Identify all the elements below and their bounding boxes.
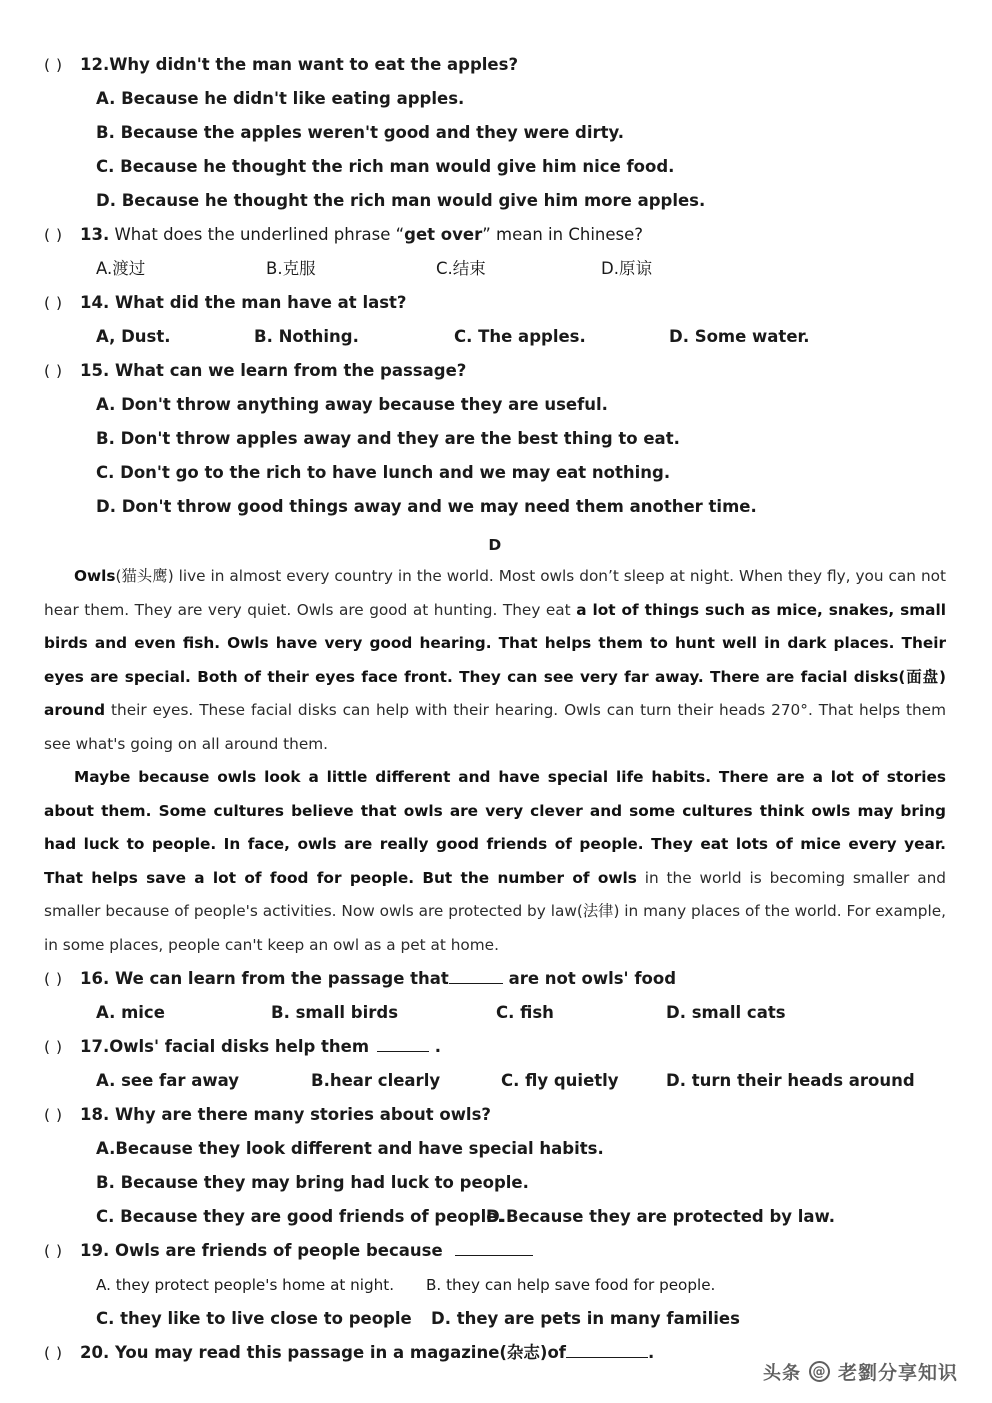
option-line[interactable]: B. Because the apples weren't good and they were dirty. xyxy=(96,123,625,142)
question-stem: 17.Owls' facial disks help them . xyxy=(80,1037,442,1056)
option-c[interactable]: C. fly quietly xyxy=(501,1071,619,1090)
watermark-account: 老劉分享知识 xyxy=(837,1362,958,1384)
question-row xyxy=(44,1098,946,1132)
option-row xyxy=(44,320,946,354)
answer-paren[interactable]: ( ) xyxy=(44,362,63,380)
watermark-brand: 头条 xyxy=(762,1362,801,1384)
option-line[interactable]: D. Don't throw good things away and we may need them another time. xyxy=(96,497,757,516)
fill-blank[interactable] xyxy=(455,1255,533,1256)
question-stem: 20. You may read this passage in a magazine(杂志)of . xyxy=(80,1343,655,1362)
passage-run: around xyxy=(44,701,106,719)
option-c[interactable]: C.结束 xyxy=(436,259,486,278)
option-c[interactable]: C. fish xyxy=(496,1003,554,1022)
option-row xyxy=(44,1268,946,1302)
option-line[interactable]: B. Don't throw apples away and they are the best thing to eat. xyxy=(96,429,680,448)
question-row xyxy=(44,1030,946,1064)
fill-blank[interactable] xyxy=(449,983,503,984)
question-row xyxy=(44,286,946,320)
option-row xyxy=(44,1064,946,1098)
option-b[interactable]: B.hear clearly xyxy=(311,1071,441,1090)
passage-run: Owls xyxy=(74,567,116,585)
option-c[interactable]: C. The apples. xyxy=(454,327,586,346)
passage-paragraph-1 xyxy=(44,560,946,761)
answer-paren[interactable]: ( ) xyxy=(44,970,63,988)
question-stem: 16. We can learn from the passage that are not owls' food xyxy=(80,969,677,988)
answer-paren[interactable]: ( ) xyxy=(44,294,63,312)
question-stem: 14. What did the man have at last? xyxy=(80,293,407,312)
option-a[interactable]: A. they protect people's home at night. xyxy=(96,1276,395,1294)
passage-run: (猫头鹰) xyxy=(115,567,174,585)
passage-run: their eyes. These facial disks can help with their hearing. Owls can turn their heads 270°. That helps them see what's going on all around them. xyxy=(44,701,946,753)
question-stem: 12.Why didn't the man want to eat the apples? xyxy=(80,55,519,74)
question-row xyxy=(44,1234,946,1268)
option-line[interactable]: C. Because he thought the rich man would give him nice food. xyxy=(96,157,675,176)
option-b[interactable]: B. they can help save food for people. xyxy=(426,1276,716,1294)
option-line[interactable]: D. Because he thought the rich man would give him more apples. xyxy=(96,191,706,210)
option-row xyxy=(44,996,946,1030)
section-letter: D xyxy=(488,536,502,554)
option-row xyxy=(44,252,946,286)
passage-run: (面盘) xyxy=(898,667,947,686)
question-row xyxy=(44,48,946,82)
option-a[interactable]: A, Dust. xyxy=(96,327,171,346)
option-line[interactable]: A. Don't throw anything away because they are useful. xyxy=(96,395,608,414)
option-d[interactable]: D.原谅 xyxy=(601,259,652,278)
option-a[interactable]: A. see far away xyxy=(96,1071,239,1090)
option-c[interactable]: C. they like to live close to people xyxy=(96,1309,412,1328)
option-b[interactable]: B. small birds xyxy=(271,1003,399,1022)
passage-run: in the world is becoming smaller and smaller because of people's activities. Now owls are protected by law(法律) in many places of the world. For example, in some places, people can't keep an owl as a pet at home. xyxy=(44,868,946,954)
option-d[interactable]: D. turn their heads around xyxy=(666,1071,915,1090)
question-row xyxy=(44,218,946,252)
option-row xyxy=(44,1302,946,1336)
question-stem: 15. What can we learn from the passage? xyxy=(80,361,467,380)
option-a[interactable]: A. mice xyxy=(96,1003,165,1022)
question-row xyxy=(44,962,946,996)
watermark xyxy=(763,1358,958,1385)
option-d[interactable]: D. Some water. xyxy=(669,327,810,346)
passage-run: a lot of things such as mice, snakes, small birds and even fish. Owls have very good hearing. That helps them to hunt well in dark places. Their eyes are special. Both of their eyes face front. They can see very far away. There are facial disks xyxy=(44,600,946,686)
option-a[interactable]: A.渡过 xyxy=(96,259,146,278)
question-row xyxy=(44,354,946,388)
answer-paren[interactable]: ( ) xyxy=(44,1344,63,1362)
passage-paragraph-2 xyxy=(44,761,946,962)
answer-paren[interactable]: ( ) xyxy=(44,226,63,244)
passage-run: live in almost every country in the world. Most owls don’t sleep at night. When they fly, you can not hear them. They are very quiet. Owls are good at hunting. They eat xyxy=(44,567,946,619)
reading-passage xyxy=(44,560,946,962)
option-row xyxy=(44,1200,946,1234)
question-stem: 18. Why are there many stories about owls? xyxy=(80,1105,491,1124)
question-stem: 19. Owls are friends of people because xyxy=(80,1234,533,1268)
option-b[interactable]: B.克服 xyxy=(266,259,316,278)
answer-paren[interactable]: ( ) xyxy=(44,1242,63,1260)
passage-run: Maybe because owls look a little different and have special life habits. There are a lot of stories about them. Some cultures believe that owls are very clever and some cultures think owls may bring had luck to people. In face, owls are really good friends of people. They eat lots of mice every year. That helps save a lot of food for people. But the number of owls xyxy=(44,768,946,887)
question-stem: 13. What does the underlined phrase “get over” mean in Chinese? xyxy=(80,225,644,244)
option-line[interactable]: A.Because they look different and have special habits. xyxy=(96,1139,604,1158)
fill-blank[interactable] xyxy=(566,1357,648,1358)
answer-paren[interactable]: ( ) xyxy=(44,1106,63,1124)
option-d[interactable]: D. small cats xyxy=(666,1003,786,1022)
answer-paren[interactable]: ( ) xyxy=(44,56,63,74)
option-c[interactable]: C. Because they are good friends of people. xyxy=(96,1207,504,1226)
at-icon xyxy=(809,1361,830,1382)
option-line[interactable]: B. Because they may bring had luck to people. xyxy=(96,1173,529,1192)
fill-blank[interactable] xyxy=(377,1051,429,1052)
option-b[interactable]: B. Nothing. xyxy=(254,327,359,346)
option-d[interactable]: D. they are pets in many families xyxy=(431,1309,740,1328)
answer-paren[interactable]: ( ) xyxy=(44,1038,63,1056)
option-d[interactable]: D.Because they are protected by law. xyxy=(486,1207,836,1226)
option-line[interactable]: C. Don't go to the rich to have lunch and we may eat nothing. xyxy=(96,463,671,482)
option-line[interactable]: A. Because he didn't like eating apples. xyxy=(96,89,465,108)
